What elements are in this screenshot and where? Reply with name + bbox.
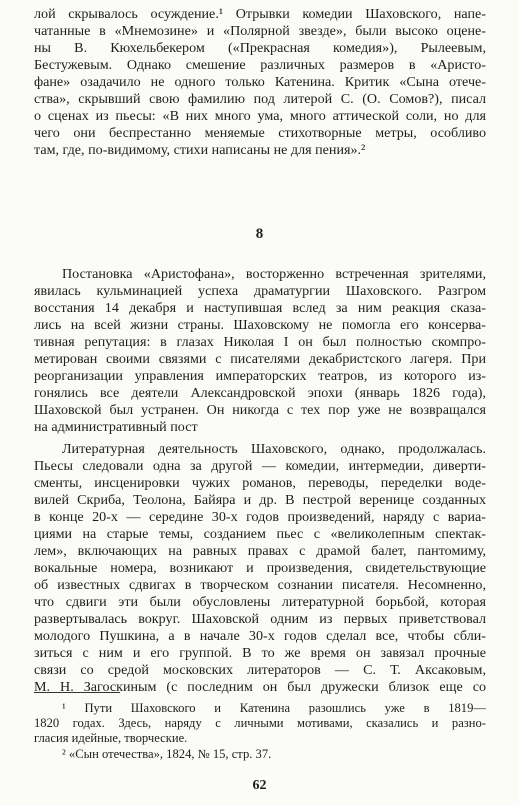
text-line: ства», скрывший свою фамилию под литерой С. (О. Сомов?), писал xyxy=(34,91,486,107)
text-line: явилась кульминацией успеха драматургии Шаховского. Разгром xyxy=(34,283,486,299)
text-line: развертывалась вокруг. Шаховской одним из первых приветствовал xyxy=(34,611,486,627)
text-line: об известных сдвигах в творческом сознании писателя. Несомненно, xyxy=(34,577,486,593)
text-line: тивная репутация: в глазах Николая I он был полностью скомпро- xyxy=(34,334,486,350)
text-line: о сценах из пьесы: «В них много ума, много аттической соли, но для xyxy=(34,108,486,124)
footnote-line: ² «Сын отечества», 1824, № 15, стр. 37. xyxy=(62,747,272,761)
text-line: Постановка «Аристофана», восторженно встреченная зрителями, xyxy=(62,266,486,282)
text-line: сменты, инсценировки чужих романов, переводы, переделки водe- xyxy=(34,475,486,491)
text-line: восстания 14 декабря и наступившая вслед за ним реакция сказа- xyxy=(34,300,486,316)
text-line: чего они беспрестанно меняемые стихотворные метры, особливо xyxy=(34,125,486,141)
text-line: там, где, по-видимому, стихи написаны не для пения».² xyxy=(34,142,366,158)
text-line: на административный пост xyxy=(34,419,198,435)
text-line: вокальные номера, возникают и произведения, свидетельствующие xyxy=(34,560,486,576)
text-line: связи со средой московских литераторов — С. Т. Аксаковым, xyxy=(34,662,486,678)
text-line: Бестужевым. Однако смешение различных размеров в «Аристо- xyxy=(34,57,486,73)
footnote-divider xyxy=(34,692,120,693)
text-line: реорганизации управления императорских театров, из которого из- xyxy=(34,368,486,384)
text-line: зиться с ним и его группой. В то же время он завязал прочные xyxy=(34,645,486,661)
text-line: что сдвиги эти были обусловлены литературной борьбой, которая xyxy=(34,594,486,610)
section-number: 8 xyxy=(255,226,264,242)
text-line: молодого Пушкина, а в начале 30-х годов сделал все, чтобы сбли- xyxy=(34,628,486,644)
text-line: циями на старые темы, созданием пьес с «великолепным спектак- xyxy=(34,526,486,542)
text-line: Шаховской был устранен. Он никогда с тех пор уже не возвращался xyxy=(34,402,486,418)
text-line: гонялись все деятели Александровской эпохи (январь 1826 года), xyxy=(34,385,486,401)
text-line: лись на всей жизни страны. Шаховскому не помогла его консерва- xyxy=(34,317,486,333)
page-number: 62 xyxy=(252,778,267,793)
text-line: М. Н. Загоскиным (с последним он был дружески близок еще со xyxy=(34,679,486,695)
footnote-line: ¹ Пути Шаховского и Катенина разошлись уже в 1819— xyxy=(62,701,486,715)
text-line: вилей Скриба, Теолона, Байяра и др. В пестрой веренице созданных xyxy=(34,492,486,508)
text-line: в конце 20-х — середине 30-х годов произведений, наряду с вариа- xyxy=(34,509,486,525)
text-line: метирован своими связями с писателями декабристского лагеря. При xyxy=(34,351,486,367)
footnote-line: 1820 годах. Здесь, наряду с личными мотивами, сказались и разно- xyxy=(34,716,486,730)
text-line: ны В. Кюхельбекером («Прекрасная комедия»), Рылеевым, xyxy=(34,40,486,56)
text-line: Литературная деятельность Шаховского, однако, продолжалась. xyxy=(62,441,486,457)
footnote-line: гласия идейные, творческие. xyxy=(34,731,188,745)
text-line: фане» озадачило не одного только Катенина. Критик «Сына отече- xyxy=(34,74,486,90)
text-line: Пьесы следовали одна за другой — комедии, интермедии, диверти- xyxy=(34,458,486,474)
text-line: чатанные в «Мнемозине» и «Полярной звезде», были высоко оцене- xyxy=(34,23,486,39)
text-line: лем», включающих на равных правах с драмой балет, пантомиму, xyxy=(34,543,486,559)
text-line: лой скрывалось осуждение.¹ Отрывки комедии Шаховского, напе- xyxy=(34,6,486,22)
